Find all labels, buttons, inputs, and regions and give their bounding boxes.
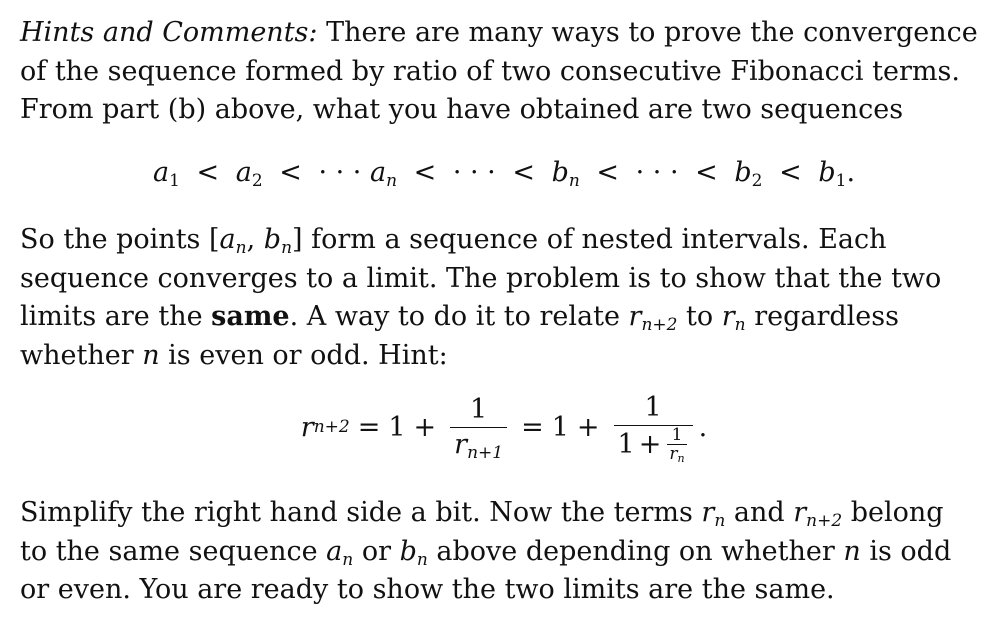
denominator [614, 426, 693, 463]
sub-2: 2 [751, 171, 763, 191]
var-b: b [818, 157, 836, 188]
sub-n: n [235, 238, 247, 258]
intervals-line-3 [20, 298, 988, 337]
equals-sign: = [521, 411, 544, 443]
sub-n: n [568, 171, 580, 191]
text: or [353, 535, 400, 567]
sub-1: 1 [169, 171, 180, 191]
plus-sign: + [576, 411, 600, 443]
var-r: r [669, 444, 678, 464]
one: 1 [617, 428, 635, 460]
text: whether [20, 339, 143, 371]
one: 1 [388, 411, 406, 443]
comma: , [246, 224, 264, 255]
var-n: n [843, 535, 861, 567]
var-b: b [263, 224, 282, 255]
var-a: a [219, 224, 236, 255]
one: 1 [551, 411, 569, 443]
text: above depending on whether [427, 535, 844, 567]
sub-1: 1 [835, 171, 847, 191]
intervals-line-1 [20, 221, 988, 260]
paragraph-intro [20, 14, 988, 130]
paragraph-conclusion [20, 494, 988, 610]
denominator [667, 445, 686, 463]
plus-sign: + [413, 411, 437, 443]
lt-symbol: < [596, 157, 620, 188]
intro-text-1: There are many ways to prove the convergence [317, 17, 978, 48]
lt-symbol: < [196, 157, 220, 188]
text: limits are the [20, 301, 212, 332]
lt-symbol: < [779, 157, 802, 188]
paragraph-intervals [20, 221, 988, 375]
var-r: r [300, 411, 314, 443]
lt-symbol: < [695, 157, 718, 188]
var-r: r [454, 428, 468, 460]
var-a: a [326, 535, 343, 567]
lt-symbol: < [413, 157, 437, 188]
numerator: 1 [671, 425, 683, 445]
text: belong [842, 497, 944, 528]
intervals-line-4 [20, 337, 988, 376]
equation-sequences [0, 154, 1008, 192]
var-r: r [701, 497, 715, 528]
dots: · · · [635, 157, 679, 188]
text: is odd [860, 535, 952, 567]
var-a: a [369, 157, 387, 188]
var-r: r [628, 301, 642, 332]
var-b: b [551, 157, 569, 188]
conclusion-line-3: or even. You are ready to show the two limits are the same. [20, 574, 835, 605]
sub-n: n [281, 238, 293, 258]
intro-line-3: From part (b) above, what you have obtained are two sequences [20, 94, 904, 125]
dots: · · · [452, 157, 496, 188]
sub-n-plus-1: n+1 [467, 442, 504, 463]
intervals-line-2: sequence converges to a limit. The problem is to show that the two [20, 262, 942, 294]
period: . [698, 411, 708, 443]
sub-n: n [386, 171, 398, 191]
bold-same: same [211, 301, 290, 332]
var-r: r [721, 301, 735, 332]
text: Simplify the right hand side a bit. Now the terms [20, 497, 702, 528]
sub-n: n [416, 549, 428, 570]
sub-n: n [677, 452, 685, 465]
numerator: 1 [644, 392, 662, 423]
sub-n-plus-2: n+2 [806, 511, 843, 531]
equals-sign: = [357, 411, 381, 443]
dots: · · · [318, 157, 362, 188]
var-r: r [793, 497, 807, 528]
sub-n: n [714, 511, 726, 531]
fraction-1-over-rn [667, 426, 686, 463]
text: and [725, 497, 794, 528]
denominator [450, 428, 507, 462]
text: to [677, 301, 722, 332]
plus-sign: + [638, 428, 662, 460]
text: to the same sequence [20, 535, 327, 567]
text: is even or odd. Hint: [159, 339, 448, 371]
var-a: a [235, 157, 252, 188]
sub-n-plus-2: n+2 [641, 315, 678, 335]
var-b: b [734, 157, 752, 188]
var-b: b [399, 535, 417, 567]
numerator: 1 [470, 393, 488, 425]
text: So the points [ [20, 224, 220, 255]
equation-recurrence: r n+2 = 1 + $\frac{1}{r_{n+1}}$ = 1 + 1 1 + $\frac{1}{r_n}$ . [300, 392, 708, 465]
sub-2: 2 [251, 171, 263, 191]
var-a: a [152, 157, 170, 188]
fraction-1-over-rn1 [450, 393, 507, 462]
intro-line-2: of the sequence formed by ratio of two consecutive Fibonacci terms. [20, 55, 960, 87]
conclusion-line-1 [20, 494, 988, 533]
text: . A way to do it to relate [289, 301, 629, 332]
intro-line-1 [20, 14, 988, 53]
period: . [846, 157, 856, 188]
text: regardless [745, 301, 899, 332]
conclusion-line-2 [20, 533, 988, 572]
hints-heading: Hints and Comments: [20, 17, 318, 48]
fraction-nested [614, 391, 693, 463]
sub-n: n [734, 315, 746, 335]
lt-symbol: < [279, 157, 302, 188]
var-n: n [142, 339, 160, 371]
lt-symbol: < [512, 157, 535, 188]
text: ] form a sequence of nested intervals. Each [292, 224, 887, 255]
sub-n: n [342, 549, 354, 570]
